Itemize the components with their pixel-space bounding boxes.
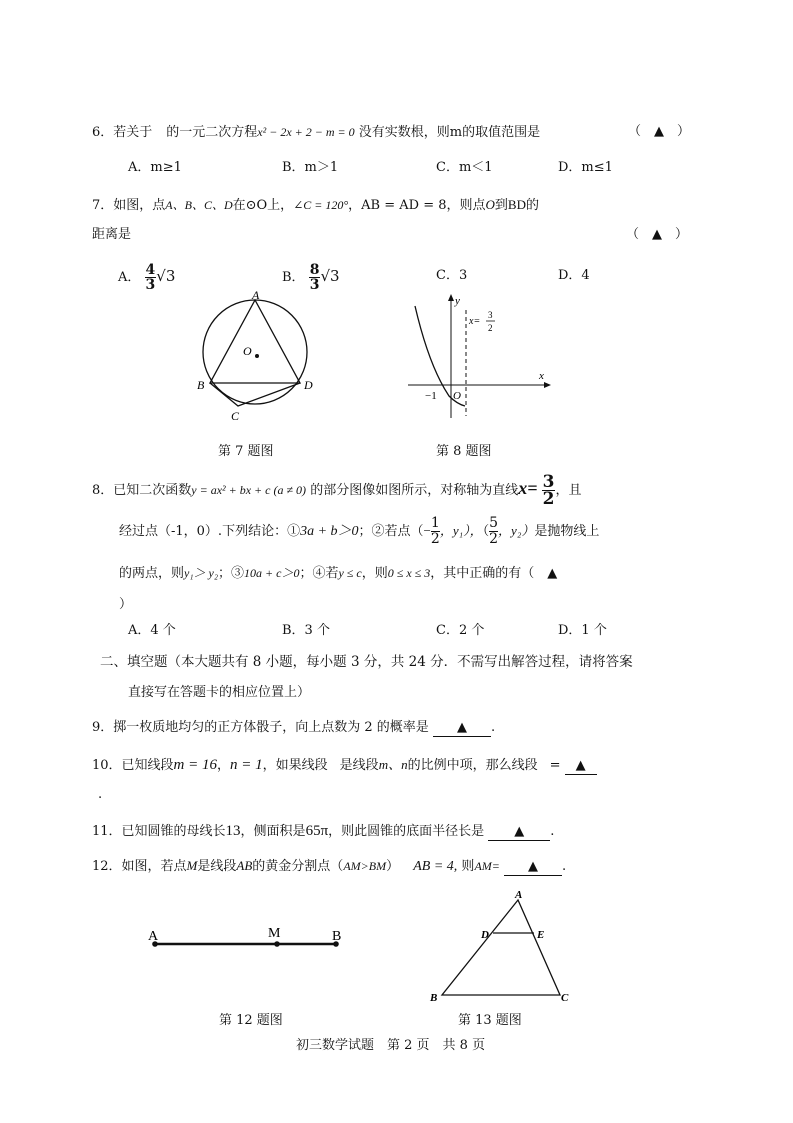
- q8-axis-expr: x=: [518, 478, 538, 498]
- q11-length: 13: [225, 823, 241, 839]
- q8-option-c: C．2 个: [436, 623, 485, 638]
- q12-point-m: [274, 941, 280, 947]
- q8-line2-c: 是抛物线上: [534, 524, 600, 539]
- q6-text-a: 6．若关于: [92, 125, 153, 140]
- q7-b-num: 8: [309, 262, 320, 278]
- section2-heading: 二、填空题（本大题共有 8 小题，每小题 3 分，共 24 分．不需写出解答过程，请将答案: [100, 654, 633, 670]
- q10-blank: ▲: [565, 758, 597, 775]
- q7-label-d: D: [304, 378, 313, 392]
- q10-end: .: [98, 787, 103, 802]
- q10-mn: m、n: [378, 757, 408, 772]
- q8-cond4b: 0 ≤ x ≤ 3: [387, 566, 431, 580]
- q13-caption: 第 13 题图: [458, 1013, 522, 1028]
- q13-label-c: C: [561, 992, 569, 1004]
- q10-text-f: 的比例中项，那么线段: [407, 758, 538, 773]
- q8-p2-open: （: [482, 523, 490, 538]
- q7-label-a: A: [252, 288, 260, 302]
- q7-line2: 距离是: [92, 227, 132, 242]
- q6-option-b: B．m＞1: [282, 160, 339, 175]
- q8-p2-den: 2: [489, 531, 499, 547]
- q9-text: 9．掷一枚质地均匀的正方体骰子，向上点数为 2 的概率是: [92, 720, 429, 735]
- q8-y-arrow: [448, 294, 454, 301]
- q7-b-root: √3: [320, 267, 340, 285]
- q12-figure: [140, 920, 355, 960]
- q8-p1-num: 1: [430, 515, 440, 531]
- q7-text-a: 7．如图，点: [92, 198, 166, 213]
- q8-option-d: D．1 个: [558, 623, 607, 638]
- q9: [92, 718, 495, 738]
- q8-line3-b: ；③: [218, 566, 245, 581]
- q8-function: y = ax² + bx + c (a ≠ 0): [191, 483, 307, 497]
- q8-cond1: 3a + b＞0: [300, 524, 359, 539]
- q8-x-arrow: [544, 382, 551, 388]
- q8-text-a: 8．已知二次函数: [92, 483, 192, 498]
- q12-text-b: 是线段: [197, 859, 237, 874]
- q7-a-den: 3: [145, 277, 156, 293]
- q7-text-b: 在⊙O上，: [232, 198, 294, 213]
- q12-given: AB = 4,: [413, 859, 458, 874]
- q7-option-c: C．3: [436, 268, 468, 283]
- q12-cond: AM>BM: [343, 859, 387, 873]
- q7-triangle-abd: [210, 300, 300, 383]
- q7-option-a-label: A．: [118, 270, 141, 285]
- q8-axis-num: 3: [488, 310, 493, 320]
- q12: [92, 856, 566, 877]
- q7-b-den: 3: [309, 277, 320, 293]
- q8-line2-a: 经过点（-1，0）.下列结论：①: [119, 524, 301, 539]
- q8-cond3: 10a + c＞0: [244, 566, 300, 580]
- q7-figure: [195, 288, 325, 428]
- q10: [92, 755, 597, 776]
- q8-text-b: 的部分图像如图所示，对称轴为直线: [310, 483, 519, 498]
- q13-figure: [425, 888, 575, 1006]
- q12-caption: 第 12 题图: [219, 1013, 283, 1028]
- q7-center-dot: [255, 354, 259, 358]
- q7-stem: [92, 195, 539, 216]
- q11-end: .: [550, 824, 555, 839]
- q11-area: 65π: [305, 823, 329, 839]
- q8-figure: [405, 288, 555, 423]
- q8-option-b: B．3 个: [282, 623, 330, 638]
- q6-text-c: 没有实数根，则m的取值范围是: [358, 125, 541, 140]
- q13-triangle-abc: [442, 900, 560, 995]
- q8-line3-a: 的两点，则: [119, 566, 185, 581]
- q12-blank: ▲: [504, 859, 562, 876]
- q8-cond2: y₁＞ y₂: [184, 566, 219, 580]
- q8-line4: ）: [119, 597, 133, 612]
- q8-x-label: x: [539, 370, 544, 382]
- q8-y-label: y: [455, 295, 460, 307]
- q11-text-b: ，侧面积是: [240, 824, 306, 839]
- q7-option-d: D．4: [558, 268, 590, 283]
- q8-axis-prefix: x=: [469, 316, 481, 327]
- q13-label-e: E: [537, 929, 545, 941]
- q7-lines-bcd: [210, 383, 300, 406]
- q7-a-root: √3: [156, 267, 176, 285]
- q12-text-a: 12．如图，若点: [92, 859, 187, 874]
- q8-axis-num: 3: [542, 472, 555, 492]
- q6-equation: x² − 2x + 2 − m = 0: [257, 125, 355, 139]
- q6-option-c: C．m＜1: [436, 160, 493, 175]
- q10-eq: =: [549, 758, 561, 773]
- q12-m: M: [186, 858, 198, 873]
- q10-text-c: ，如果线段: [262, 758, 328, 773]
- q13-label-b: B: [430, 992, 438, 1004]
- q12-label-b: B: [332, 929, 342, 944]
- q7-label-c: C: [231, 409, 240, 423]
- q8-line2-b: ；②若点: [358, 524, 411, 539]
- q6-text-b: 的一元二次方程: [166, 125, 258, 140]
- q8-option-a: A．4 个: [128, 623, 176, 638]
- q12-label-a: A: [148, 929, 159, 944]
- q13-label-d: D: [481, 929, 489, 941]
- q10-text-a: 10．已知线段: [92, 758, 174, 773]
- q8-line3-c: ；④若: [299, 566, 339, 581]
- q7-points: A、B、C、D: [165, 198, 233, 212]
- q8-text-c: ，且: [555, 483, 582, 498]
- q11-text-a: 11．已知圆锥的母线长: [92, 824, 226, 839]
- q6-stem: [92, 122, 540, 143]
- q8-line3-d: ，则: [361, 566, 388, 581]
- q6-answer-paren: （ ▲ ）: [628, 124, 690, 139]
- page-footer: 初三数学试题 第 2 页 共 8 页: [296, 1038, 486, 1053]
- q11-text-c: ，则此圆锥的底面半径长是: [328, 824, 485, 839]
- q12-ab: AB: [236, 858, 253, 873]
- q7-option-b-label: B．: [282, 270, 305, 285]
- q7-label-b: B: [197, 378, 205, 392]
- q7-answer-paren: （ ▲ ）: [626, 227, 688, 242]
- q12-label-m: M: [268, 926, 281, 941]
- q8-cond4a: y ≤ c: [338, 566, 362, 580]
- q8-p2-num: 5: [489, 515, 499, 531]
- section2-heading-cont: 直接写在答题卡的相应位置上）: [128, 685, 311, 700]
- q10-n: n = 1: [230, 757, 263, 773]
- q11: [92, 821, 554, 842]
- q12-text-c: 的黄金分割点（: [252, 859, 344, 874]
- q10-m: m = 16: [173, 757, 218, 773]
- q7-segment-bd: BD: [507, 197, 526, 212]
- q12-text-e: 则: [461, 859, 475, 874]
- q8-p1-close: ，y₁），: [439, 523, 483, 538]
- q8-axis-den: 2: [542, 489, 555, 509]
- q8-line3-e: ，其中正确的有（ ▲: [430, 566, 558, 581]
- q8-origin: O: [453, 390, 461, 402]
- q8-axis-den: 2: [488, 323, 493, 333]
- q10-text-b: ，: [217, 758, 231, 773]
- q7-option-a: [118, 262, 175, 292]
- q6-option-a: A．m≥1: [128, 160, 182, 175]
- q9-end: .: [490, 720, 496, 735]
- q12-am: AM=: [474, 859, 500, 873]
- q7-point-o: O: [485, 197, 495, 212]
- q6-option-d: D．m≤1: [558, 160, 613, 175]
- q12-end: .: [562, 859, 567, 874]
- q8-line1: [92, 473, 581, 507]
- q7-text-d: 到: [494, 198, 508, 213]
- q7-angle: ∠C = 120°: [293, 198, 349, 212]
- q7-text-c: ，AB = AD = 8，则点: [348, 198, 486, 213]
- q8-p2-close: ，y₂）: [498, 523, 535, 538]
- q7-caption: 第 7 题图: [218, 444, 274, 459]
- q11-blank: ▲: [488, 824, 550, 841]
- q8-p1-open: （−: [410, 523, 431, 538]
- q8-caption: 第 8 题图: [436, 444, 492, 459]
- q13-label-a: A: [515, 889, 523, 901]
- q8-line2: [119, 516, 599, 547]
- q7-label-o: O: [243, 344, 252, 358]
- q7-circle: [203, 300, 307, 404]
- q7-text-e: 的: [525, 198, 539, 213]
- q12-text-d: ）: [386, 859, 400, 874]
- q8-line3: [119, 563, 557, 584]
- q8-neg-one: −1: [425, 390, 437, 402]
- q7-a-num: 4: [145, 262, 156, 278]
- q10-text-d: 是线段: [339, 758, 379, 773]
- q8-p1-den: 2: [430, 531, 440, 547]
- q9-blank: ▲: [433, 720, 491, 737]
